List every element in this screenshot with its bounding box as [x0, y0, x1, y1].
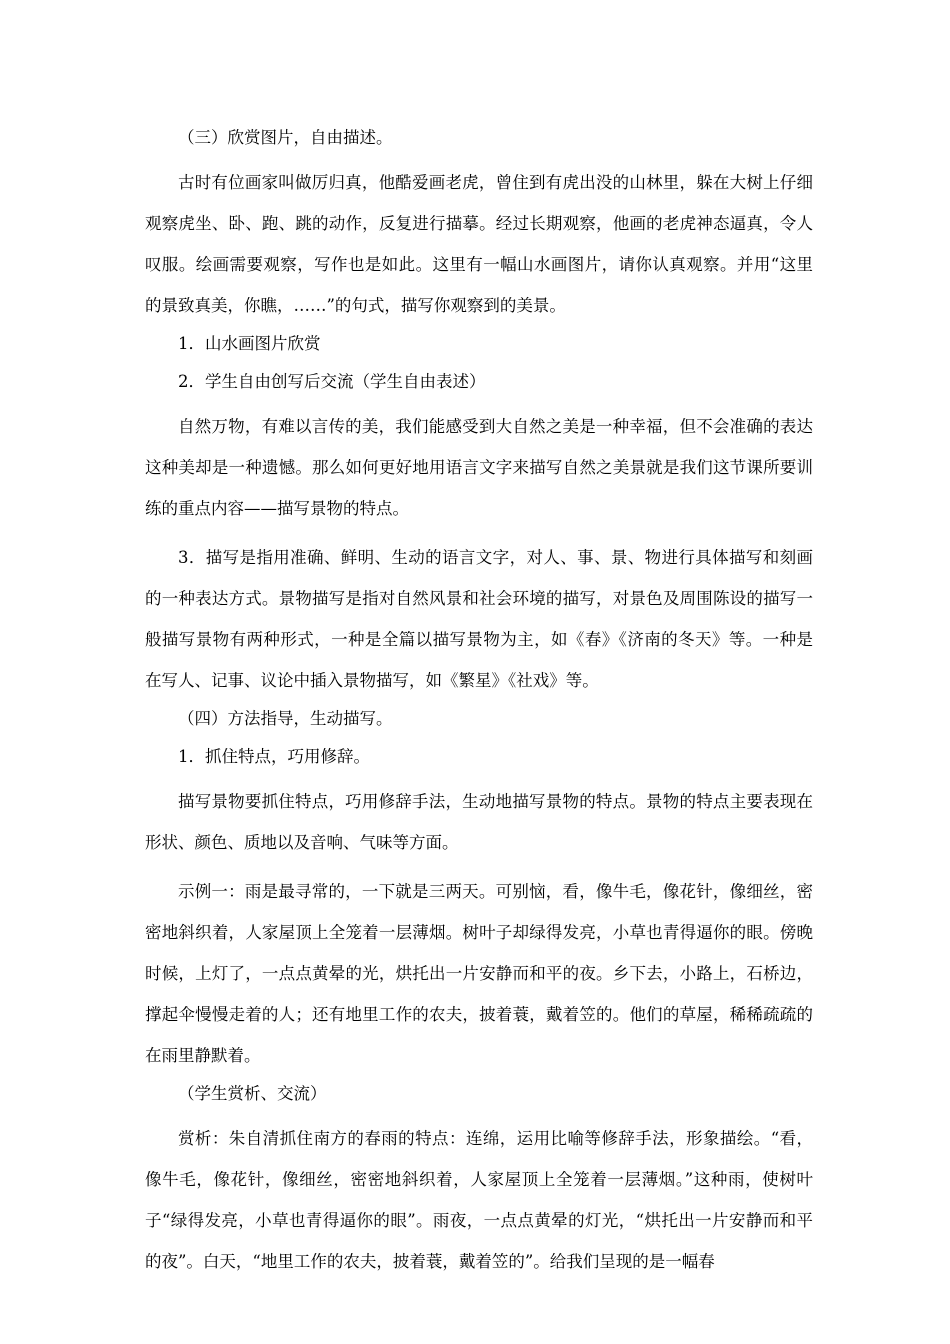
- paragraph-grasp-features: 描写景物要抓住特点，巧用修辞手法，生动地描写景物的特点。景物的特点主要表现在形状、颜色、质地以及音响、气味等方面。: [145, 792, 813, 852]
- list-item-1: 1．山水画图片欣赏: [178, 334, 321, 353]
- paragraph-painter-story: 古时有位画家叫做厉归真，他酷爱画老虎，曾住到有虎出没的山林里，躲在大树上仔细观察虎坐、卧、跑、跳的动作，反复进行描摹。经过长期观察，他画的老虎神态逼真，令人叹服。绘画需要观察，写作也是如此。这里有一幅山水画图片，请你认真观察。并用“这里的景致真美，你瞧，……”的句式，描写你观察到的美景。: [145, 173, 813, 315]
- paragraph-nature-beauty: 自然万物，有难以言传的美，我们能感受到大自然之美是一种幸福，但不会准确的表达这种美却是一种遗憾。那么如何更好地用语言文字来描写自然之美景就是我们这节课所要训练的重点内容——描写景物的特点。: [145, 417, 813, 518]
- section-heading-3: （三）欣赏图片，自由描述。: [178, 128, 393, 147]
- list-item-2: 2．学生自由创写后交流（学生自由表述）: [178, 372, 486, 391]
- document-body: [145, 124, 813, 1290]
- paragraph-appreciation: 赏析：朱自清抓住南方的春雨的特点：连绵，运用比喻等修辞手法，形象描绘。“看，像牛毛，像花针，像细丝，密密地斜织着，人家屋顶上全笼着一层薄烟。”这种雨，使树叶子“绿得发亮，小草也青得逼你的眼”。雨夜，一点点黄晕的灯光，“烘托出一片安静而和平的夜”。白天，“地里工作的农夫，披着蓑，戴着笠的”。给我们呈现的是一幅春: [145, 1129, 813, 1271]
- list-item-4-1: 1．抓住特点，巧用修辞。: [178, 747, 370, 766]
- paragraph-description-definition: 3．描写是指用准确、鲜明、生动的语言文字，对人、事、景、物进行具体描写和刻画的一种表达方式。景物描写是指对自然风景和社会环境的描写，对景色及周围陈设的描写一般描写景物有两种形式，一种是全篇以描写景物为主，如《春》《济南的冬天》等。一种是在写人、记事、议论中插入景物描写，如《繁星》《社戏》等。: [145, 548, 813, 690]
- section-heading-4: （四）方法指导，生动描写。: [178, 709, 393, 728]
- student-activity-note: （学生赏析、交流）: [178, 1084, 327, 1103]
- paragraph-example-1: 示例一：雨是最寻常的，一下就是三两天。可别恼，看，像牛毛，像花针，像细丝，密密地斜织着，人家屋顶上全笼着一层薄烟。树叶子却绿得发亮，小草也青得逼你的眼。傍晚时候，上灯了，一点点黄晕的光，烘托出一片安静而和平的夜。乡下去，小路上，石桥边，撑起伞慢慢走着的人；还有地里工作的农夫，披着蓑，戴着笠的。他们的草屋，稀稀疏疏的在雨里静默着。: [145, 882, 813, 1065]
